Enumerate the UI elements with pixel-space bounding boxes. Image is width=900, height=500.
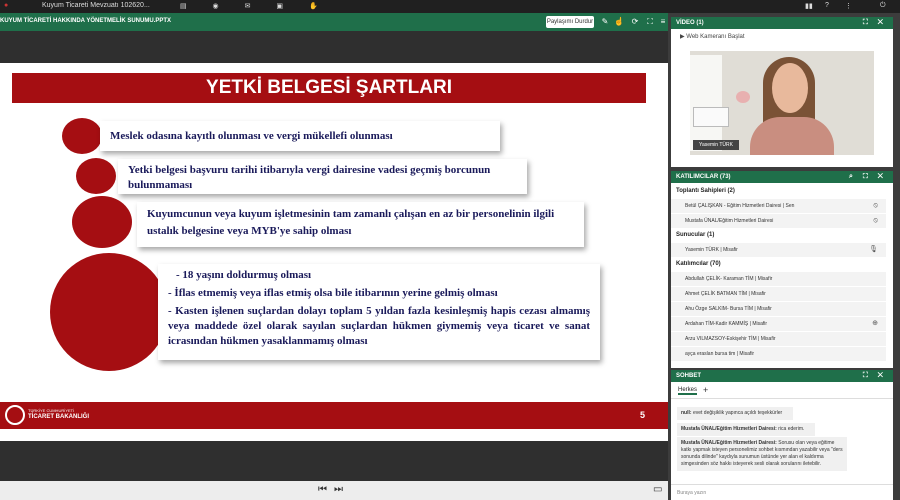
participant-row[interactable]: Ardahan TİM-Kadir KAMMİŞ | Misafir ⊕: [671, 317, 886, 331]
mic-icon[interactable]: 🎙: [869, 246, 878, 253]
share-title: KUYUM TİCARETİ HAKKINDA YÖNETMELİK SUNUMU.PPTX: [0, 18, 172, 24]
slide-item-1: Meslek odasına kayıtlı olunması ve vergi mükellefi olunması: [100, 121, 500, 151]
top-bar: [0, 0, 900, 13]
toolbar-icons[interactable]: ▤ ◉ ✉ ▣ ✋: [180, 3, 330, 10]
prev-slide-icon[interactable]: ⏮: [318, 484, 327, 495]
participant-row[interactable]: Yasemin TÜRK | Misafir 🎙: [671, 243, 886, 257]
attendees-group[interactable]: Katılımcılar (70): [676, 261, 721, 267]
chat-message: Mustafa ÜNAL/Eğitim Hizmetleri Dairesi: rica ederim.: [677, 423, 815, 436]
slide-title: YETKİ BELGESİ ŞARTLARI: [12, 73, 646, 103]
globe-icon: ⊕: [872, 320, 878, 327]
mic-off-icon[interactable]: ⦸: [873, 217, 878, 224]
presenter-face: [772, 63, 808, 113]
footer-line-1: TÜRKİYE CUMHURİYETİ: [28, 408, 75, 413]
participants-header: KATILIMCILAR (73) ⌕ ⛶ ✕: [671, 171, 893, 183]
slide-page-number: 5: [640, 410, 646, 420]
printer-shape: [693, 107, 729, 127]
stop-sharing-button[interactable]: Paylaşımı Durdur: [546, 16, 594, 28]
slide-bullet-2: - İflas etmemiş veya iflas etmiş olsa bile itibarının yerine gelmiş olması: [168, 287, 498, 299]
bullet-circle-2: [76, 158, 116, 194]
app-logo: ●: [4, 2, 9, 9]
share-stage: [0, 13, 668, 500]
footer-line-2: TİCARET BAKANLIĞI: [28, 414, 89, 420]
chat-message: null: evet değişiklik yapınca açıldı teşekkürler: [677, 407, 793, 420]
signal-icon: ▮▮: [805, 3, 813, 10]
add-chat-icon[interactable]: +: [703, 385, 709, 395]
chat-tab-everyone[interactable]: Herkes: [678, 387, 698, 393]
window-shape: [690, 55, 722, 151]
bullet-circle-1: [62, 118, 102, 154]
slide-footer: [0, 402, 668, 429]
bullet-circle-3: [72, 196, 132, 248]
presenters-group[interactable]: Sunucular (1): [676, 232, 715, 238]
slide: [0, 63, 668, 441]
hosts-group[interactable]: Toplantı Sahipleri (2): [676, 188, 735, 194]
share-header: [0, 13, 668, 31]
participants-panel: [671, 171, 893, 368]
chat-tabs: [671, 383, 893, 399]
fullscreen-icon[interactable]: ⛶: [647, 17, 653, 26]
slide-bullet-3: - Kasten işlenen suçlardan dolayı toplam 5 yıldan fazla kesinleşmiş hapis cezası almamış veya maddede özel olarak sayılan suçlardan hükmen giymemiş veya ticaret ve sanat icrasından hükmen yasaklanmamış olması: [168, 305, 590, 347]
mic-off-icon[interactable]: ⦸: [873, 202, 878, 209]
ministry-logo: [5, 405, 25, 425]
power-icon[interactable]: ⏻: [880, 2, 886, 9]
participant-row[interactable]: Ahmet ÇELİK BATMAN TİM | Misafir: [671, 287, 886, 301]
chat-panel: [671, 370, 893, 500]
video-header: VİDEO (1) ⛶ ✕: [671, 17, 893, 29]
start-webcam-button[interactable]: ▶ Web Kameranı Başlat: [680, 34, 745, 40]
slide-bullets-box: [158, 264, 600, 360]
presenter-video: [690, 51, 874, 155]
sync-icon[interactable]: ⟳: [631, 17, 639, 26]
help-icon[interactable]: ?: [825, 2, 829, 9]
presenter-body: [750, 117, 834, 155]
participant-row[interactable]: Mustafa ÜNAL/Eğitim Hizmetleri Dairesi ⦸: [671, 214, 886, 228]
slide-bullet-1: - 18 yaşını doldurmuş olması: [176, 269, 312, 281]
chat-input[interactable]: Buraya yazın: [671, 484, 893, 500]
next-slide-icon[interactable]: ⏭: [334, 484, 343, 495]
chat-message: Mustafa ÜNAL/Eğitim Hizmetleri Dairesi: Sorusu olan veya eğitime katkı yapmak isteyen personelimiz sohbet kısmından yazabilir veya "ders sonunda dilinde" kaydıyla sunumun üstünde yer alan el kaldırma simgesinden söz hakkı isteyerek sesli olarak sorularını iletebilir.: [677, 437, 847, 471]
participant-row[interactable]: Abdullah ÇELİK- Karaman TİM | Misafir: [671, 272, 886, 286]
video-panel: [671, 17, 893, 167]
menu-icon[interactable]: ≡: [660, 17, 666, 26]
participant-row[interactable]: Betül ÇALIŞKAN - Eğitim Hizmetleri Dairesi | Sen ⦸: [671, 199, 886, 213]
slide-item-3: Kuyumcunun veya kuyum işletmesinin tam zamanlı çalışan en az bir personelinin ilgili ustalık belgesine veya MYB'ye sahip olması: [137, 202, 584, 247]
pointer-icon[interactable]: ☝: [614, 17, 624, 26]
participant-row[interactable]: ayça eraslan bursa tim | Misafir: [671, 347, 886, 361]
slide-item-2: Yetki belgesi başvuru tarihi itibarıyla vergi dairesine vadesi geçmiş borcunun bulunmaması: [118, 159, 527, 194]
layout-icon[interactable]: ▭: [653, 484, 663, 495]
more-icon[interactable]: ⋮: [845, 3, 852, 10]
participant-row[interactable]: Arzu VILMAZSOY-Eskişehir TİM | Misafir: [671, 332, 886, 346]
pen-icon[interactable]: ✎: [601, 17, 609, 26]
participant-row[interactable]: Ahu Özge SALKIM- Bursa TİM | Misafir: [671, 302, 886, 316]
window-title[interactable]: Kuyum Ticareti Mevzuatı 102620...: [42, 2, 150, 9]
presenter-name-tag: Yasemin TÜRK: [693, 140, 739, 150]
flowers-shape: [736, 91, 750, 103]
chat-header: SOHBET ⛶ ✕: [671, 370, 893, 382]
bullet-circle-4: [50, 253, 168, 371]
slide-nav-bar: [0, 481, 668, 500]
